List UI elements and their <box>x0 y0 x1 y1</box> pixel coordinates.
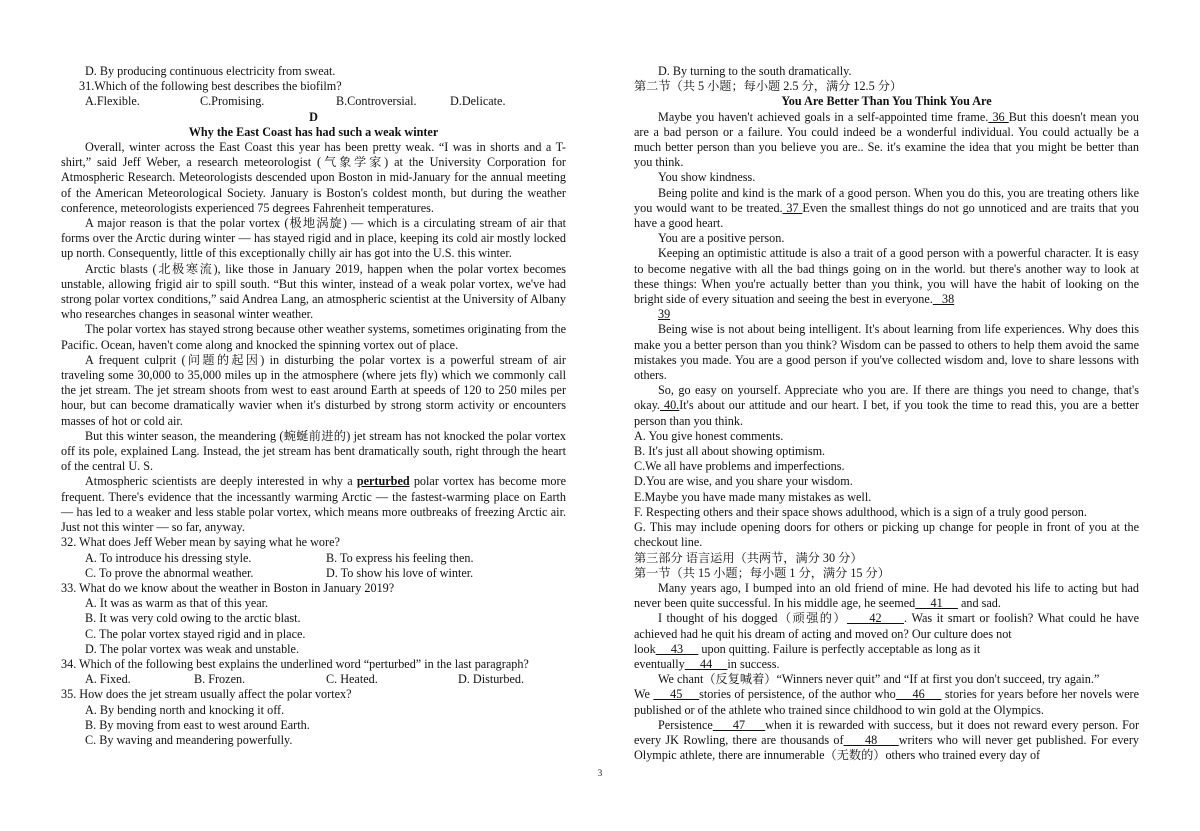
paragraph <box>634 687 1139 717</box>
text: Atmospheric scientists are deeply interested in why a <box>85 474 357 489</box>
text: stories for years before her novels were published or of the athlete who trained since childhood to win gold at the Olympics. <box>634 687 1140 717</box>
q31-option: D.Delicate. <box>450 94 506 109</box>
q34-option: A. Fixed. <box>85 672 131 687</box>
option: C.We all have problems and imperfections. <box>634 459 845 474</box>
q32-option: B. To express his feeling then. <box>326 550 474 565</box>
option: G. This may include opening doors for others or picking up change for people in front of you at the checkout line. <box>634 520 1139 550</box>
paragraph: Overall, winter across the East Coast this year has been pretty weak. “I was in shorts and a T-shirt,” said Jeff Weber, a research meteorologist (气象学家) at the University Corporation for Atmospheric Research. Meteorologists descended upon Boston in mid-January for the annual meeting of the American Meteorological Society. January is Boston's coldest month, but during the weather conference, meteorologists experienced 75 degrees Fahrenheit temperatures. <box>61 140 566 215</box>
q35-option: B. By moving from east to west around Earth. <box>85 717 310 732</box>
text: polar vortex has become more frequent. There's evidence that the incessantly warming Arctic — the fastest-warming place on Earth — has led to a weaker and less stable polar vortex, which means more outbreaks of freezing Arctic air. Just not this winter — so far, anyway. <box>61 474 566 535</box>
paragraph-line <box>634 642 1139 657</box>
q34-option: C. Heated. <box>326 672 378 687</box>
q35-option: A. By bending north and knocking it off. <box>85 702 285 717</box>
paragraph: Arctic blasts (北极寒流), like those in January 2019, happen when the polar vortex becomes unstable, allowing frigid air to spill south. “But this winter, instead of a weak polar vortex, we've had strong polar vortex conditions,” said Andrea Lang, an atmospheric scientist at the University of Albany who researches changes in seasonal winter weather. <box>61 261 566 322</box>
option: D.You are wise, and you share your wisdom. <box>634 474 853 489</box>
paragraph <box>61 474 566 535</box>
question-31: 31.Which of the following best describes the biofilm? <box>79 79 342 94</box>
q32-option: A. To introduce his dressing style. <box>85 550 252 565</box>
blank-44: 44 <box>684 656 728 671</box>
question-34: 34. Which of the following best explains the underlined word “perturbed” in the last paragraph? <box>61 656 529 671</box>
blank-42: 42 <box>846 611 904 626</box>
option: F. Respecting others and their space shows adulthood, which is a sign of a truly good person. <box>634 504 1087 519</box>
section-header: 第二节（共 5 小题；每小题 2.5 分，满分 12.5 分） <box>634 79 903 94</box>
blank-37: 37 <box>782 200 803 215</box>
subheading: You show kindness. <box>658 170 756 185</box>
paragraph: A major reason is that the polar vortex (极地涡旋) — which is a circulating stream of air that forms over the Arctic during winter — has stayed rigid and in place, keeping its cold air mostly locked up north. Consequently, little of this exceptionally chilly air has got into the U.S. this winter. <box>61 216 566 261</box>
paragraph: We chant（反复喊着）“Winners never quit” and “If at first you don't succeed, try again.” <box>658 672 1100 687</box>
text: writers who will never get published. For every Olympic athlete, there are innumerable（无数的）others who trained every day of <box>634 732 1139 763</box>
paragraph: A frequent culprit (问题的起因) in disturbing the polar vortex is a powerful stream of air traveling some 30,000 to 35,000 miles up in the atmosphere (where jets fly) which we commonly call the jet stream. The jet stream shoots from west to east around Earth at speeds of 120 to 250 miles per hour, but can become dramatically wavier when it's disturbed by strong storm activity or encounters masses of hot or cold air. <box>61 352 566 428</box>
q30-option-d: D. By producing continuous electricity from sweat. <box>85 64 336 78</box>
text: look <box>634 641 656 656</box>
text: upon quitting. Failure is perfectly acceptable as long as it <box>698 641 981 656</box>
q34-options <box>61 672 566 687</box>
blank-45: 45 <box>653 687 700 702</box>
blank-47: 47 <box>712 717 766 732</box>
text: Being polite and kind is the mark of a good person. When you do this, you are treating others like you would want to be treated. <box>634 185 1139 215</box>
paragraph: Being wise is not about being intelligent. It's about learning from life experiences. Why does this make you a better person than you think? Wisdom can be passed to others to help them avoid the same mistakes you made. You are a good person if you've collected wisdom and, love to share lessons with others. <box>634 322 1139 383</box>
option: E.Maybe you have made many mistakes as well. <box>634 489 872 504</box>
text: . Was it smart or foolish? What could he have achieved had he quit his dream of acting and moved on? Our culture does not <box>634 611 1139 641</box>
blank-46: 46 <box>895 687 942 702</box>
paragraph <box>634 110 1139 171</box>
q32-option: C. To prove the abnormal weather. <box>85 565 254 580</box>
passage-title: Why the East Coast has had such a weak winter <box>188 124 439 139</box>
section-header: 第一节（共 15 小题；每小题 1 分，满分 15 分） <box>634 565 890 580</box>
paragraph <box>634 581 1139 611</box>
q31-option: C.Promising. <box>200 94 265 109</box>
paragraph: The polar vortex has stayed strong because other weather systems, sometimes originating from the Pacific. Ocean, haven't come along and knocked the spinning vortex out of place. <box>61 322 566 352</box>
section-letter: D <box>309 109 318 124</box>
text: I thought of his dogged（顽强的） <box>658 611 847 626</box>
text: Many years ago, I bumped into an old friend of mine. He had devoted his life to acting but had never been quite successful. In his middle age, he seemed <box>634 580 1139 611</box>
blank-38: 38 <box>932 292 955 307</box>
paragraph <box>634 186 1139 232</box>
text: It's about our attitude and our heart. I bet, if you took the time to read this, you are a better person than you think. <box>634 398 1139 428</box>
paragraph <box>634 611 1139 641</box>
underlined-word: perturbed <box>356 474 410 489</box>
paragraph <box>634 383 1139 429</box>
q32-option: D. To show his love of winter. <box>326 565 474 580</box>
text: But this doesn't mean you are a bad person or a failure. You could indeed be a wonderful individual. You could actually be a much better person than you believe you are.. Se. it's examine the idea that you might be better than you think. <box>634 109 1139 170</box>
subheading: You are a positive person. <box>658 231 785 246</box>
text: We <box>634 687 654 702</box>
q33-option: D. The polar vortex was weak and unstable. <box>85 641 300 656</box>
text: in success. <box>727 656 780 671</box>
text: Even the smallest things do not go unnoticed and are traits that you have a good heart. <box>634 200 1140 231</box>
text: Persistence <box>658 717 713 732</box>
paragraph <box>634 718 1139 764</box>
blank-40: 40. <box>659 398 680 413</box>
q33-option: C. The polar vortex stayed rigid and in place. <box>85 626 306 641</box>
paragraph: But this winter season, the meandering (蜿蜒前进的) jet stream has not knocked the polar vortex off its pole, explained Lang. Instead, the jet stream has bent dramatically south, right through the heart of the central U. S. <box>61 428 566 474</box>
option: B. It's just all about showing optimism. <box>634 444 826 459</box>
question-33: 33. What do we know about the weather in Boston in January 2019? <box>61 580 395 595</box>
q34-option: B. Frozen. <box>194 672 246 687</box>
part-header: 第三部分 语言运用（共两节，满分 30 分） <box>634 550 863 565</box>
blank-39: 39 <box>658 307 671 322</box>
blank-48: 48 <box>843 732 899 747</box>
option: A. You give honest comments. <box>634 428 784 443</box>
blank-36: 36 <box>988 109 1009 124</box>
question-32: 32. What does Jeff Weber mean by saying what he wore? <box>61 535 340 550</box>
q32-options-row <box>61 551 566 566</box>
left-column <box>61 64 566 748</box>
text: Maybe you haven't achieved goals in a self-appointed time frame. <box>658 109 989 124</box>
blank-39-line <box>634 307 1139 322</box>
q35-option: C. By waving and meandering powerfully. <box>85 732 293 747</box>
blank-41: 41 <box>915 596 958 611</box>
text: when it is rewarded with success, but it does not reward every person. For every JK Rowling, there are thousands of <box>634 717 1139 747</box>
text: and sad. <box>957 596 1001 611</box>
text: stories of persistence, of the author who <box>699 687 896 702</box>
text: So, go easy on yourself. Appreciate who you are. If there are things you need to change, that's okay. <box>634 383 1139 413</box>
text: eventually <box>634 656 685 671</box>
paragraph <box>634 246 1139 307</box>
page-number: 3 <box>597 768 603 778</box>
q32-options-row <box>61 566 566 581</box>
passage-title: You Are Better Than You Think You Are <box>781 94 992 109</box>
q31-option: A.Flexible. <box>85 94 140 109</box>
q33-option: B. It was very cold owing to the arctic blast. <box>85 611 301 626</box>
right-column <box>634 64 1139 763</box>
q34-option: D. Disturbed. <box>458 672 525 687</box>
q35-option-d: D. By turning to the south dramatically. <box>658 64 852 78</box>
q31-option: B.Controversial. <box>336 94 417 109</box>
question-35: 35. How does the jet stream usually affect the polar vortex? <box>61 687 352 702</box>
paragraph-line <box>634 657 1139 672</box>
blank-43: 43 <box>655 641 699 656</box>
q31-options <box>61 94 566 109</box>
q33-option: A. It was as warm as that of this year. <box>85 596 269 611</box>
text: Keeping an optimistic attitude is also a trait of a good person with a powerful character. It is easy to become negative with all the bad things going on in the world. but there's another way to look at these things: When you're actually better than you think, you will have the habit of looking on the bright side of every situation and seeing the best in everyone. <box>634 246 1139 307</box>
